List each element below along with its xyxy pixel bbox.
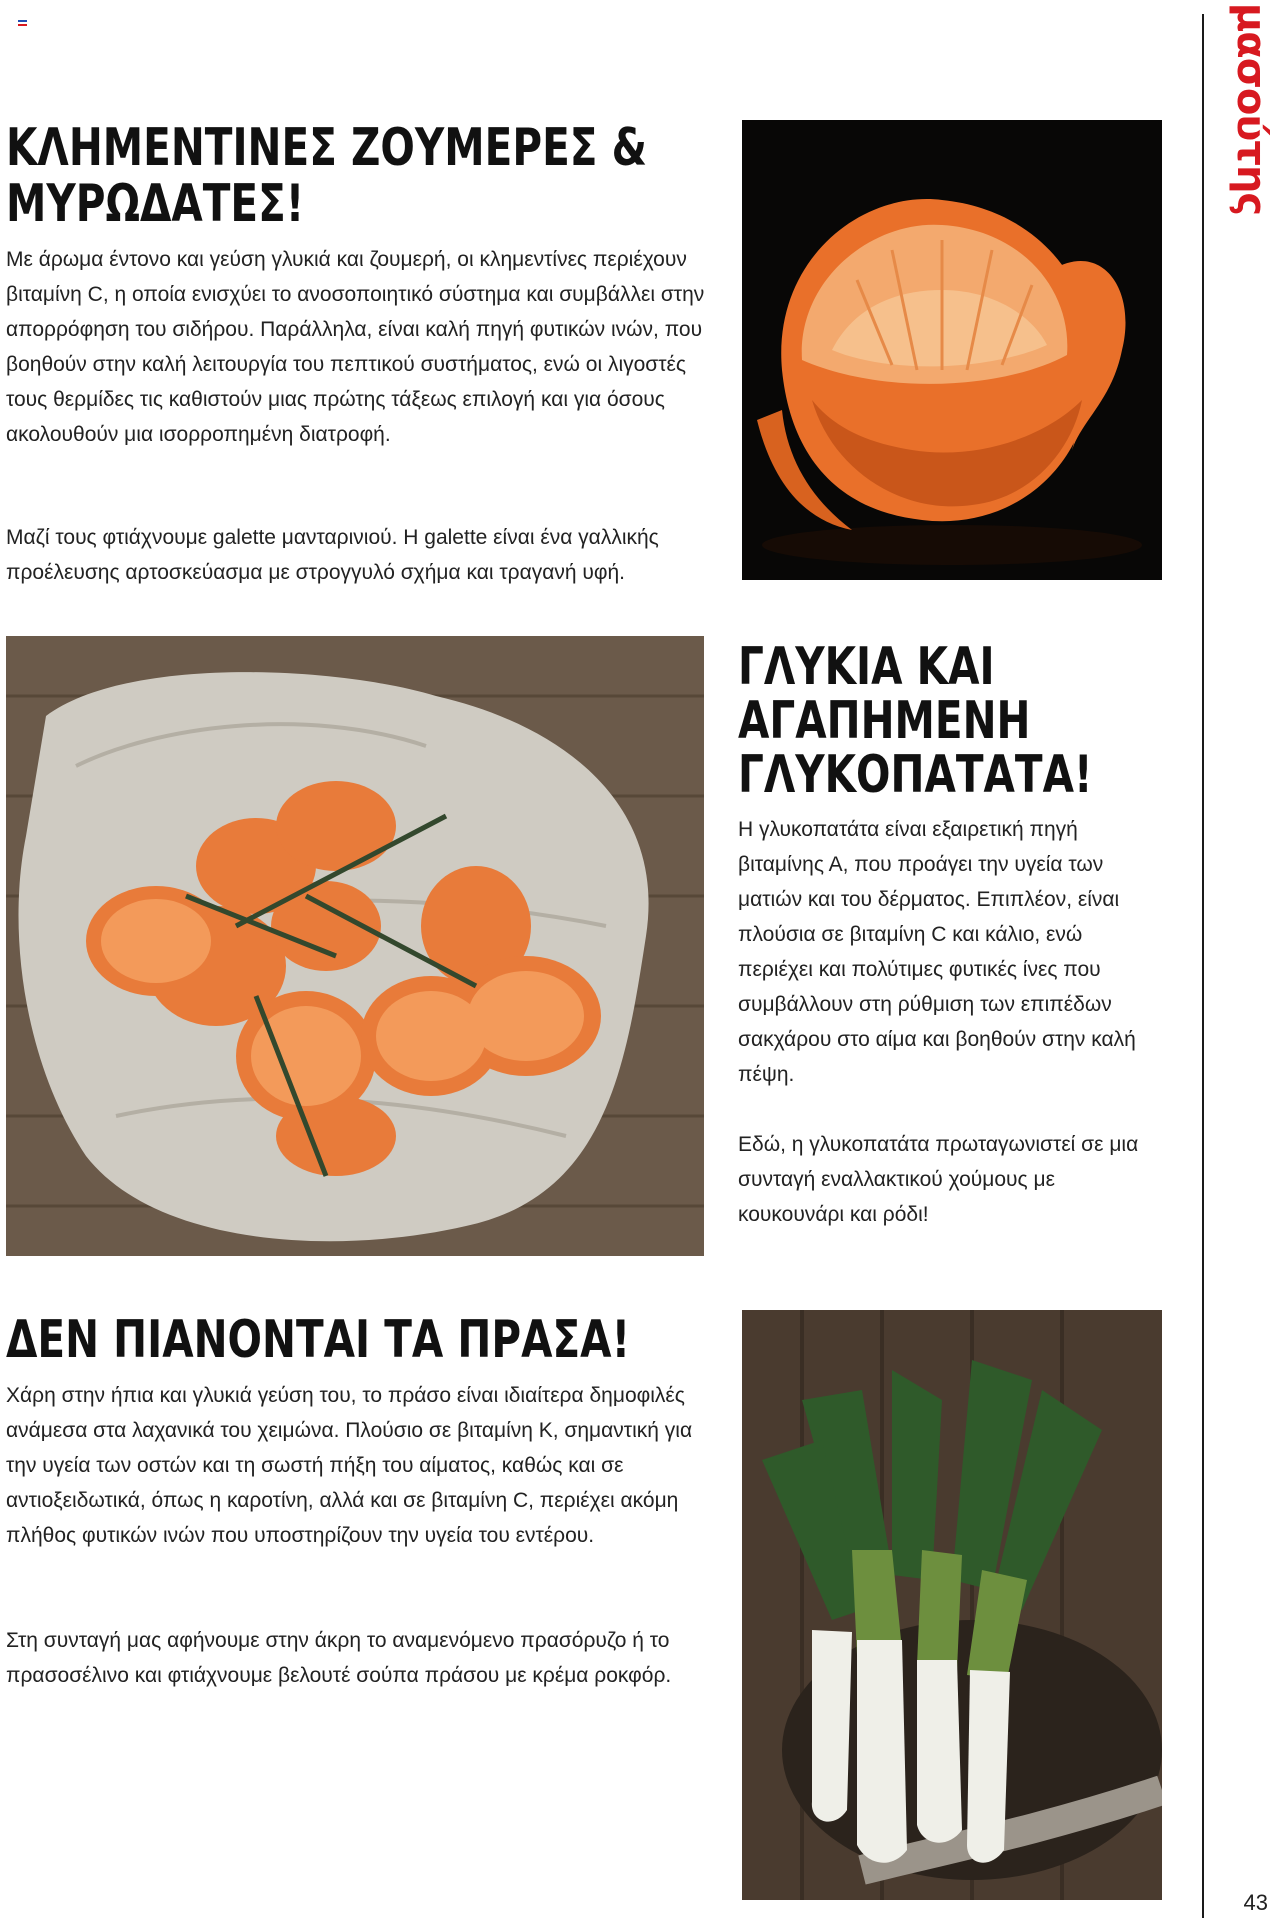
column-divider bbox=[1202, 14, 1204, 1918]
leeks-photo bbox=[742, 1310, 1162, 1900]
sweet-potato-heading: ΓΛΥΚΙΑ ΚΑΙ ΑΓΑΠΗΜΕΝΗ ΓΛΥΚΟΠΑΤΑΤΑ! bbox=[738, 637, 1093, 805]
page-number: 43 bbox=[1243, 1890, 1268, 1915]
sweet-potato-photo bbox=[6, 636, 704, 1256]
sweet-potato-paragraph-1: Η γλυκοπατάτα είναι εξαιρετική πηγή βιταμίνης Α, που προάγει την υγεία των ματιών και του δέρματος. Επιπλέον, είναι πλούσια σε βιταμίνη C και κάλιο, ενώ περιέχει και πολύτιμες φυτικές ίνες που συμβάλλουν στη ρύθμιση των επιπέδων σακχάρου στο αίμα και βοηθούν στην καλή πέψη. bbox=[738, 818, 1136, 1086]
leeks-heading: ΔΕΝ ΠΙΑΝΟΝΤΑΙ ΤΑ ΠΡΑΣΑ! bbox=[6, 1310, 631, 1370]
clementines-paragraph-2: Μαζί τους φτιάχνουμε galette μανταρινιού. Η galette είναι ένα γαλλικής προέλευσης αρτοσκεύασμα με στρογγυλό σχήμα και τραγανή υφή. bbox=[6, 526, 659, 584]
sweet-potato-paragraph-2: Εδώ, η γλυκοπατάτα πρωταγωνιστεί σε μια συνταγή εναλλακτικού χούμους με κουκουνάρι και ρόδι! bbox=[738, 1133, 1139, 1226]
peeled-clementine-photo bbox=[742, 120, 1162, 580]
brand-logo-text: μασούτης bbox=[1228, 2, 1274, 216]
clementines-heading: ΚΛΗΜΕΝΤΙΝΕΣ ΖΟΥΜΕΡΕΣ & ΜΥΡΩΔΑΤΕΣ! bbox=[6, 118, 647, 234]
clementines-paragraph-1: Με άρωμα έντονο και γεύση γλυκιά και ζουμερή, οι κλημεντίνες περιέχουν βιταμίνη C, η οποία ενισχύει το ανοσοποιητικό σύστημα και συμβάλλει στην απορρόφηση του σιδήρου. Παράλληλα, είναι καλή πηγή φυτικών ινών, που βοηθούν στην καλή λειτουργία του πεπτικού συστήματος, ενώ οι λιγοστές τους θερμίδες τις καθιστούν μιας πρώτης τάξεως επιλογή και για όσους ακολουθούν μια ισορροπημένη διατροφή. bbox=[6, 248, 705, 446]
flag-icon bbox=[18, 20, 27, 26]
brand-logo bbox=[1226, 2, 1276, 216]
leeks-paragraph-2: Στη συνταγή μας αφήνουμε στην άκρη το αναμενόμενο πρασόρυζο ή το πρασοσέλινο και φτιάχνουμε βελουτέ σούπα πράσου με κρέμα ροκφόρ. bbox=[6, 1629, 672, 1687]
leeks-paragraph-1: Χάρη στην ήπια και γλυκιά γεύση του, το πράσο είναι ιδιαίτερα δημοφιλές ανάμεσα στα λαχανικά του χειμώνα. Πλούσιο σε βιταμίνη Κ, σημαντική για την υγεία των οστών και τη σωστή πήξη του αίματος, καθώς και σε αντιοξειδωτικά, όπως η καροτίνη, αλλά και σε βιταμίνη C, περιέχει ακόμη πλήθος φυτικών ινών που υποστηρίζουν την υγεία του εντέρου. bbox=[6, 1384, 693, 1547]
